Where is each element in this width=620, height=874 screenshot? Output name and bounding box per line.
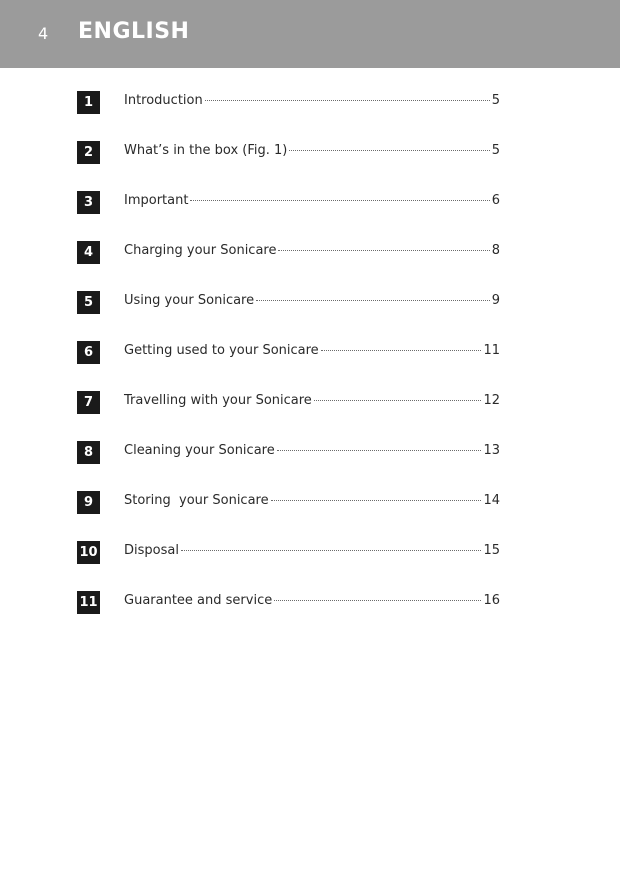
toc-number-badge: 2 xyxy=(77,141,100,164)
toc-label: Charging your Sonicare xyxy=(124,243,277,258)
toc-entry-travelling[interactable] xyxy=(77,391,500,441)
toc-line xyxy=(124,143,500,158)
toc-entry-storing[interactable] xyxy=(77,491,500,541)
toc-page-number: 15 xyxy=(483,543,500,558)
toc-page-number: 12 xyxy=(483,393,500,408)
toc-dot-leader xyxy=(277,450,482,451)
toc-page-number: 13 xyxy=(483,443,500,458)
toc-number-badge: 5 xyxy=(77,291,100,314)
toc-label: Using your Sonicare xyxy=(124,293,255,308)
toc-line xyxy=(124,593,500,608)
toc-page-number: 9 xyxy=(491,293,500,308)
toc-label: Getting used to your Sonicare xyxy=(124,343,319,358)
toc-label: Disposal xyxy=(124,543,179,558)
toc-label: Cleaning your Sonicare xyxy=(124,443,275,458)
toc-entry-introduction[interactable] xyxy=(77,91,500,141)
toc-number-badge: 10 xyxy=(77,541,100,564)
toc-entry-using[interactable] xyxy=(77,291,500,341)
toc-entry-cleaning[interactable] xyxy=(77,441,500,491)
toc-label: Introduction xyxy=(124,93,203,108)
toc-number-badge: 11 xyxy=(77,591,100,614)
toc-number-badge: 6 xyxy=(77,341,100,364)
toc-page-number: 8 xyxy=(491,243,500,258)
toc-number-badge: 7 xyxy=(77,391,100,414)
toc-dot-leader xyxy=(321,350,482,351)
toc-dot-leader xyxy=(289,150,489,151)
toc-entry-whats-in-the-box[interactable] xyxy=(77,141,500,191)
toc-label: Guarantee and service xyxy=(124,593,273,608)
toc-dot-leader xyxy=(314,400,482,401)
toc-dot-leader xyxy=(205,100,490,101)
toc-entry-guarantee[interactable] xyxy=(77,591,500,641)
toc-dot-leader xyxy=(274,600,481,601)
toc-page-number: 5 xyxy=(491,93,500,108)
toc-dot-leader xyxy=(190,200,489,201)
toc-entry-disposal[interactable] xyxy=(77,541,500,591)
toc-entry-getting-used[interactable] xyxy=(77,341,500,391)
toc-label: What’s in the box (Fig. 1) xyxy=(124,143,288,158)
toc-dot-leader xyxy=(181,550,482,551)
toc-page-number: 11 xyxy=(483,343,500,358)
toc-line xyxy=(124,93,500,108)
toc-line xyxy=(124,193,500,208)
toc-page-number: 6 xyxy=(491,193,500,208)
toc-label: Travelling with your Sonicare xyxy=(124,393,312,408)
toc-number-badge: 4 xyxy=(77,241,100,264)
page-number: 4 xyxy=(38,24,49,43)
toc-line xyxy=(124,493,500,508)
toc-label: Storing your Sonicare xyxy=(124,493,269,508)
toc-line xyxy=(124,443,500,458)
toc-number-badge: 1 xyxy=(77,91,100,114)
header-bar xyxy=(0,0,620,68)
toc-page-number: 14 xyxy=(483,493,500,508)
toc-number-badge: 9 xyxy=(77,491,100,514)
toc-label: Important xyxy=(124,193,189,208)
toc-line xyxy=(124,293,500,308)
section-title: ENGLISH xyxy=(78,19,190,44)
toc-number-badge: 8 xyxy=(77,441,100,464)
toc-dot-leader xyxy=(278,250,489,251)
toc-page-number: 16 xyxy=(483,593,500,608)
toc-page-number: 5 xyxy=(491,143,500,158)
toc-line xyxy=(124,393,500,408)
toc-line xyxy=(124,243,500,258)
toc-dot-leader xyxy=(256,300,490,301)
toc-dot-leader xyxy=(271,500,482,501)
toc-entry-charging[interactable] xyxy=(77,241,500,291)
toc-number-badge: 3 xyxy=(77,191,100,214)
toc-entry-important[interactable] xyxy=(77,191,500,241)
table-of-contents xyxy=(77,91,500,641)
toc-line xyxy=(124,543,500,558)
toc-line xyxy=(124,343,500,358)
